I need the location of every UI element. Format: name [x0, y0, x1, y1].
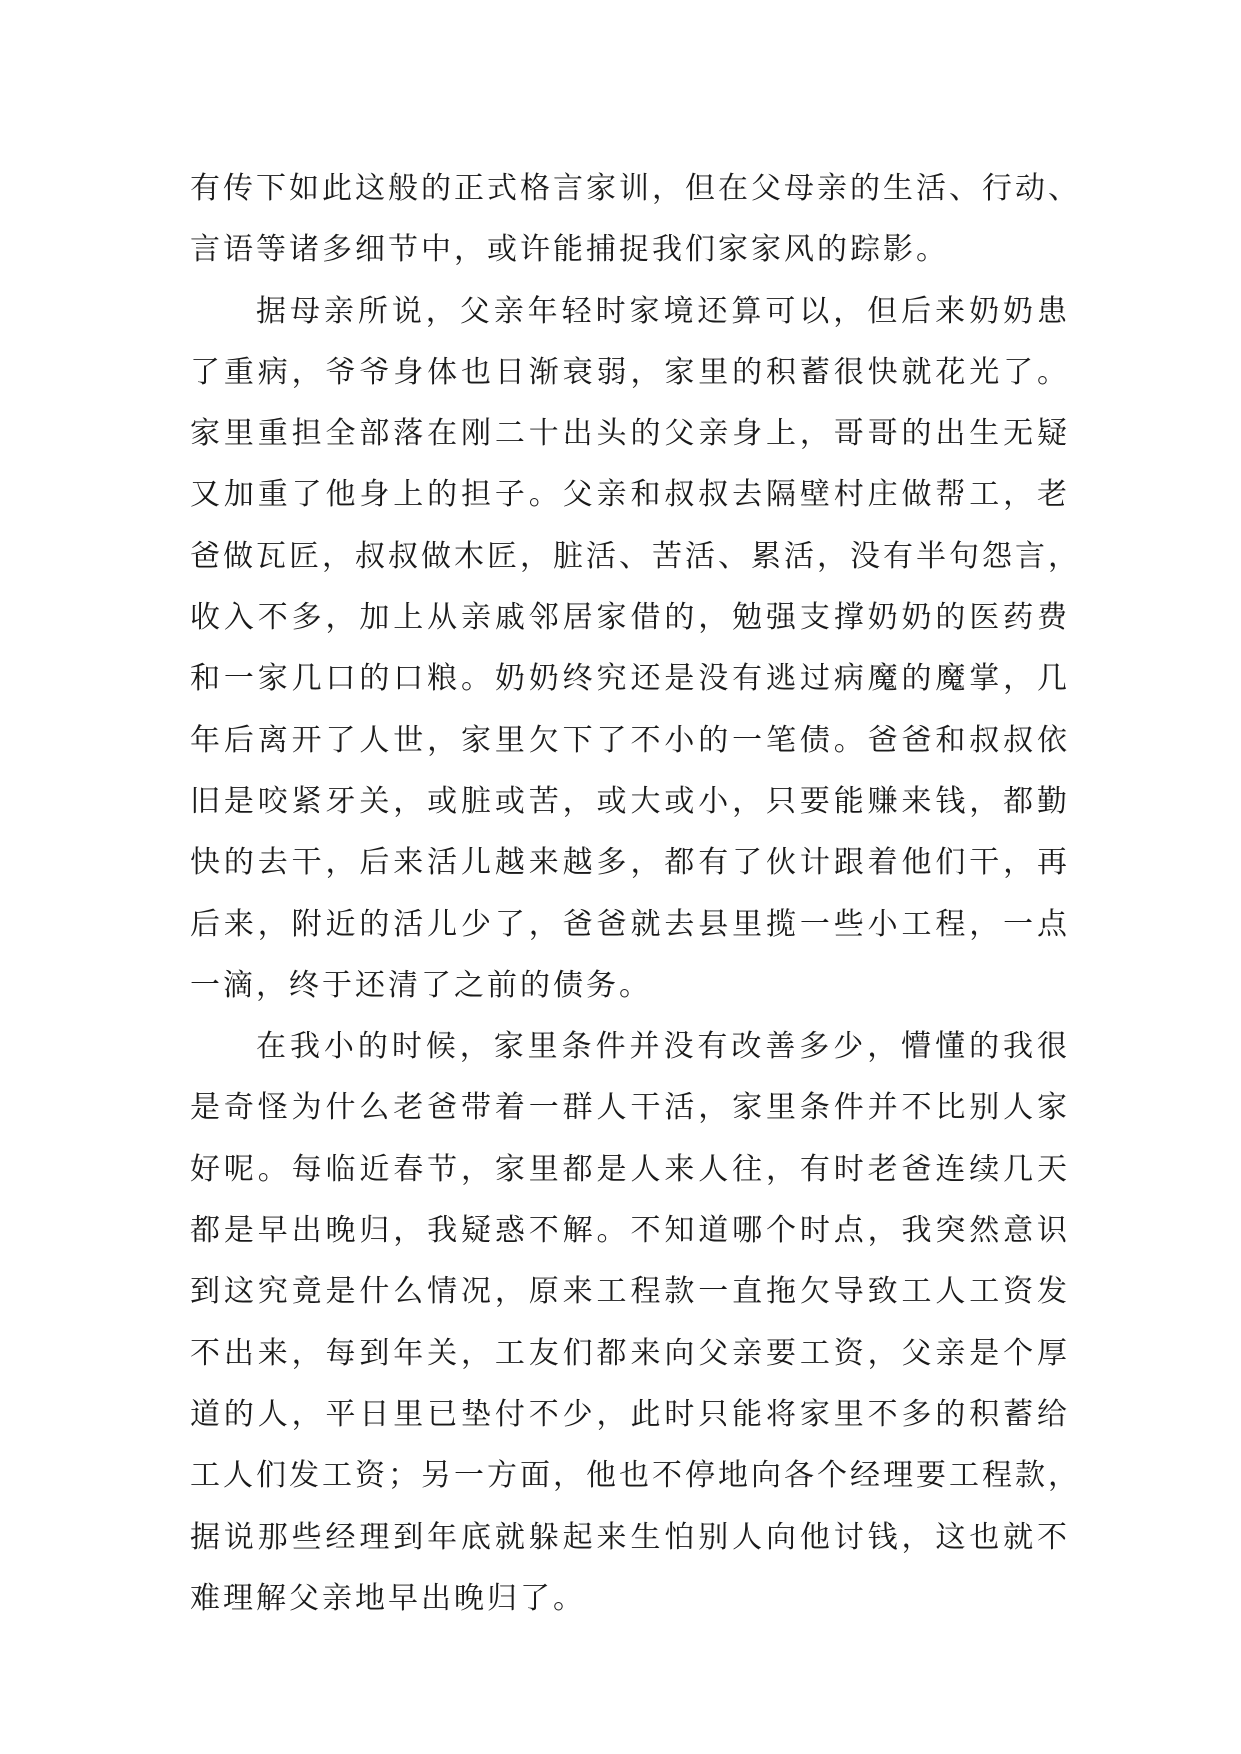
text-line: 好呢。每临近春节，家里都是人来人往，有时老爸连续几天: [190, 1151, 1070, 1187]
text-line: 据说那些经理到年底就躲起来生怕别人向他讨钱，这也就不: [190, 1519, 1070, 1555]
text-line: 都是早出晚归，我疑惑不解。不知道哪个时点，我突然意识: [190, 1213, 1070, 1249]
text-line: 道的人，平日里已垫付不少，此时只能将家里不多的积蓄给: [190, 1396, 1070, 1432]
text-line: 言语等诸多细节中，或许能捕捉我们家家风的踪影。: [190, 232, 949, 268]
text-line: 不出来，每到年关，工友们都来向父亲要工资，父亲是个厚: [190, 1335, 1070, 1371]
text-line: 旧是咬紧牙关，或脏或苦，或大或小，只要能赚来钱，都勤: [190, 783, 1070, 819]
paragraph-1: [190, 158, 1081, 281]
text-line: 收入不多，加上从亲戚邻居家借的，勉强支撑奶奶的医药费: [190, 600, 1070, 636]
text-line: 有传下如此这般的正式格言家训，但在父母亲的生活、行动、: [190, 171, 1081, 206]
text-line: 一滴，终于还清了之前的债务。: [190, 967, 652, 1003]
text-line: 爸做瓦匠，叔叔做木匠，脏活、苦活、累活，没有半句怨言，: [190, 538, 1081, 574]
text-line: 了重病，爷爷身体也日渐衰弱，家里的积蓄很快就花光了。: [190, 354, 1070, 390]
text-line: 到这究竟是什么情况，原来工程款一直拖欠导致工人工资发: [190, 1274, 1070, 1310]
text-line: 年后离开了人世，家里欠下了不小的一笔债。爸爸和叔叔依: [190, 722, 1070, 758]
paragraph-3: [190, 1016, 1081, 1629]
body-text: [190, 158, 1081, 1629]
text-line: 家里重担全部落在刚二十出头的父亲身上，哥哥的出生无疑: [190, 416, 1070, 452]
text-line: 后来，附近的活儿少了，爸爸就去县里揽一些小工程，一点: [190, 906, 1070, 942]
text-line: 是奇怪为什么老爸带着一群人干活，家里条件并不比别人家: [190, 1090, 1070, 1126]
text-line: 和一家几口的口粮。奶奶终究还是没有逃过病魔的魔掌，几: [190, 661, 1070, 697]
text-line: 工人们发工资；另一方面，他也不停地向各个经理要工程款，: [190, 1458, 1081, 1494]
text-line: 又加重了他身上的担子。父亲和叔叔去隔壁村庄做帮工，老: [190, 477, 1070, 513]
text-line: 在我小的时候，家里条件并没有改善多少，懵懂的我很: [256, 1029, 1070, 1065]
text-line: 难理解父亲地早出晚归了。: [190, 1580, 586, 1616]
text-line: 据母亲所说，父亲年轻时家境还算可以，但后来奶奶患: [256, 293, 1070, 329]
paragraph-2: [190, 281, 1081, 1017]
text-line: 快的去干，后来活儿越来越多，都有了伙计跟着他们干，再: [190, 845, 1070, 881]
